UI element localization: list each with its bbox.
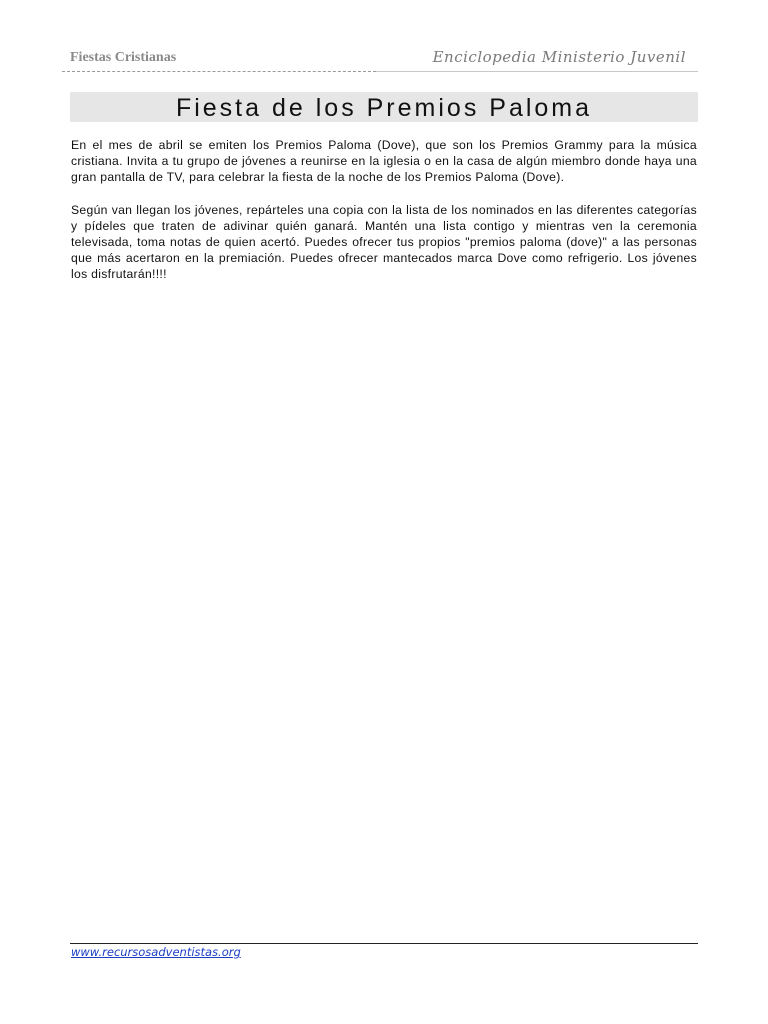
- header-section-title: Fiestas Cristianas: [70, 50, 177, 65]
- footer-website-link[interactable]: www.recursosadventistas.org: [71, 945, 241, 959]
- title-banner: [70, 92, 698, 122]
- paragraph-intro: En el mes de abril se emiten los Premios Paloma (Dove), que son los Premios Grammy para la música cristiana. Invita a tu grupo de jóvenes a reunirse en la iglesia o en la casa de algún miembro donde haya una gran pantalla de TV, para celebrar la fiesta de la noche de los Premios Paloma (Dove).: [71, 138, 697, 184]
- header-publication-title: Enciclopedia Ministerio Juvenil: [432, 48, 686, 66]
- paragraph-instructions: Según van llegan los jóvenes, repárteles una copia con la lista de los nominados en las diferentes categorías y pídeles que traten de adivinar quién ganará. Mantén una lista contigo y mientras ven la ceremonia televisada, toma notas de quien acertó. Puedes ofrecer tus propios "premios paloma (dove)" a las personas que más acertaron en la premiación. Puedes ofrecer mantecados marca Dove como refrigerio. Los jóvenes los disfrutarán!!!!: [71, 203, 697, 281]
- footer-rule: [70, 943, 698, 944]
- header-dashed-rule: [62, 71, 376, 72]
- page-header: [62, 44, 698, 74]
- body-content: [71, 137, 697, 299]
- header-solid-rule: [376, 71, 698, 72]
- page-title: Fiesta de los Premios Paloma: [175, 94, 593, 122]
